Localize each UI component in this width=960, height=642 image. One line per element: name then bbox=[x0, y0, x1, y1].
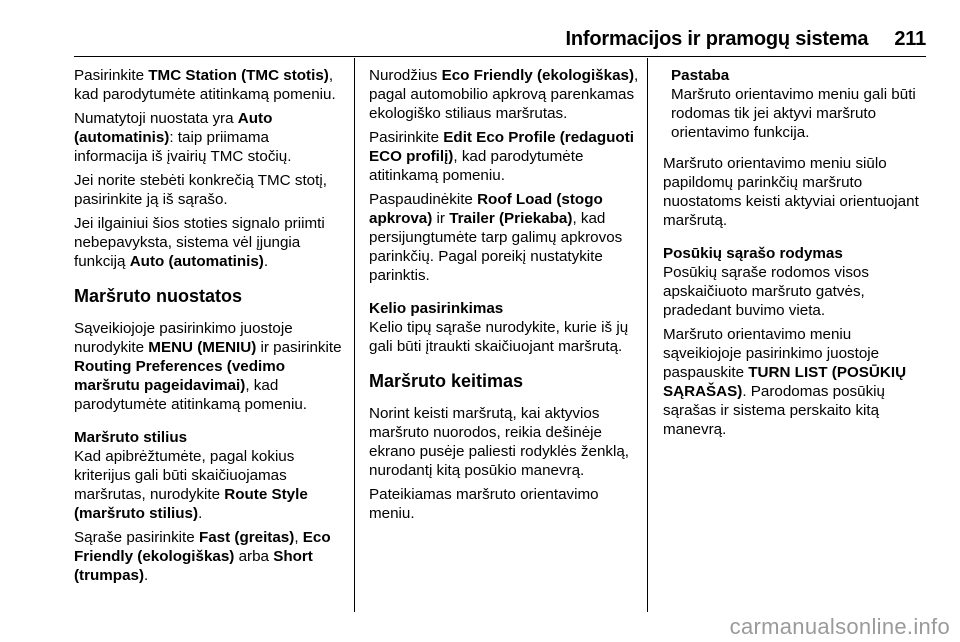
text: Jei ilgainiui šios stoties signalo priimti nebepavyksta, sistema vėl įjungia funkciją bbox=[74, 215, 325, 270]
text: Kad apibrėžtumėte, pagal kokius kriterijus gali būti skaičiuojamas maršrutas, nurodykite bbox=[74, 448, 295, 503]
text: Maršruto orientavimo meniu siūlo papildomų parinkčių maršruto nuostatoms keisti aktyviai orientuojant maršrutą. bbox=[663, 155, 919, 229]
text: Paspaudinėkite bbox=[369, 191, 478, 208]
text: . bbox=[144, 567, 149, 584]
text: arba bbox=[234, 548, 274, 565]
text: Nurodžius bbox=[369, 67, 442, 84]
text: , kad parodytumėte atitinkamą pomeniu. bbox=[74, 377, 308, 413]
paragraph bbox=[369, 404, 641, 480]
paragraph bbox=[74, 66, 346, 104]
menu-option-label: Eco Friendly (ekologiškas) bbox=[74, 529, 331, 565]
text: Pasirinkite bbox=[369, 129, 444, 146]
text: , kad parodytumėte atitinkamą pomeniu. bbox=[369, 148, 584, 184]
menu-option-label: Trailer (Priekaba) bbox=[449, 210, 573, 227]
text: Sąraše pasirinkite bbox=[74, 529, 199, 546]
text: , pagal automobilio apkrovą parenkamas ekologiško stiliaus maršrutas. bbox=[369, 67, 639, 122]
text-column-3 bbox=[663, 66, 931, 444]
text: Pateikiamas maršruto orientavimo meniu. bbox=[369, 486, 599, 522]
paragraph bbox=[74, 214, 346, 271]
menu-option-label: Short (trumpas) bbox=[74, 548, 313, 584]
column-divider bbox=[354, 58, 355, 612]
note-box bbox=[663, 66, 931, 142]
section-heading: Maršruto nuostatos bbox=[74, 286, 243, 306]
text: . Parodomas posūkių sąrašas ir sistema perskaito kitą manevrą. bbox=[663, 383, 886, 438]
menu-option-label: TMC Station (TMC stotis) bbox=[148, 67, 329, 84]
paragraph bbox=[663, 263, 931, 320]
menu-option-label: TURN LIST (POSŪKIŲ SĄRAŠAS) bbox=[663, 364, 907, 400]
menu-option-label: Eco Friendly (ekologiškas) bbox=[441, 67, 635, 84]
subsection-heading: Maršruto stilius bbox=[74, 429, 188, 446]
text: , kad persijungtumėte tarp galimų apkrovos parinkčių. Pagal poreikį nustatykite parinktis. bbox=[369, 210, 623, 284]
page-number: 211 bbox=[894, 28, 926, 50]
menu-option-label: Fast (greitas) bbox=[198, 529, 295, 546]
text: Numatytoji nuostata yra bbox=[74, 110, 238, 127]
text: ir pasirinkite bbox=[256, 339, 342, 356]
paragraph bbox=[663, 154, 931, 230]
text: ir bbox=[432, 210, 450, 227]
text-column-1 bbox=[74, 66, 346, 590]
text: Sąveikiojoje pasirinkimo juostoje nurodykite bbox=[74, 320, 293, 356]
section-heading: Maršruto keitimas bbox=[369, 371, 524, 391]
paragraph bbox=[74, 447, 346, 523]
menu-option-label: Route Style (maršruto stilius) bbox=[74, 486, 308, 522]
subsection-heading: Posūkių sąrašo rodymas bbox=[663, 245, 843, 262]
text-column-2 bbox=[369, 66, 641, 528]
text: Maršruto orientavimo meniu sąveikiojoje pasirinkimo juostoje paspauskite bbox=[663, 326, 880, 381]
paragraph bbox=[369, 190, 641, 285]
text: Norint keisti maršrutą, kai aktyvios maršruto nuorodos, reikia dešinėje ekrano pusėje paliesti rodyklės ženklą, nurodantį kitą posūkio manevrą. bbox=[369, 405, 630, 479]
text: . bbox=[263, 253, 269, 270]
menu-option-label: Edit Eco Profile (redaguoti ECO profilį) bbox=[369, 129, 634, 165]
menu-option-label: Auto (automatinis) bbox=[74, 110, 273, 146]
paragraph bbox=[369, 318, 641, 356]
text: . bbox=[198, 505, 203, 522]
paragraph bbox=[369, 485, 641, 523]
paragraph bbox=[663, 325, 931, 439]
text: , kad parodytumėte atitinkamą pomeniu. bbox=[74, 67, 336, 103]
page-title: Informacijos ir pramogų sistema bbox=[565, 28, 869, 50]
paragraph bbox=[74, 319, 346, 414]
paragraph bbox=[369, 128, 641, 185]
text: Pasirinkite bbox=[74, 67, 149, 84]
subsection-heading: Kelio pasirinkimas bbox=[369, 300, 504, 317]
menu-option-label: Roof Load (stogo apkrova) bbox=[369, 191, 603, 227]
text: : taip priimama informacija iš įvairių TMC stočių. bbox=[74, 129, 292, 165]
note-text: Maršruto orientavimo meniu gali būti rodomas tik jei aktyvi maršruto orientavimo funkcija. bbox=[671, 86, 916, 141]
paragraph bbox=[74, 109, 346, 166]
text: Posūkių sąraše rodomos visos apskaičiuoto maršruto gatvės, pradedant buvimo vieta. bbox=[663, 264, 869, 319]
paragraph bbox=[74, 171, 346, 209]
paragraph bbox=[74, 528, 346, 585]
menu-option-label: Routing Preferences (vedimo maršrutu pageidavimai) bbox=[74, 358, 285, 394]
header-rule bbox=[74, 56, 926, 57]
menu-option-label: Auto (automatinis) bbox=[129, 253, 264, 270]
column-divider bbox=[647, 58, 648, 612]
note-title: Pastaba bbox=[671, 67, 730, 84]
menu-option-label: MENU (MENIU) bbox=[148, 339, 257, 356]
text: , bbox=[294, 529, 303, 546]
paragraph bbox=[369, 66, 641, 123]
text: Jei norite stebėti konkrečią TMC stotį, pasirinkite ją iš sąrašo. bbox=[74, 172, 327, 208]
text: Kelio tipų sąraše nurodykite, kurie iš jų gali būti įtraukti skaičiuojant maršrutą. bbox=[369, 319, 629, 355]
watermark: carmanualsonline.info bbox=[729, 614, 950, 639]
page-header bbox=[74, 28, 926, 58]
